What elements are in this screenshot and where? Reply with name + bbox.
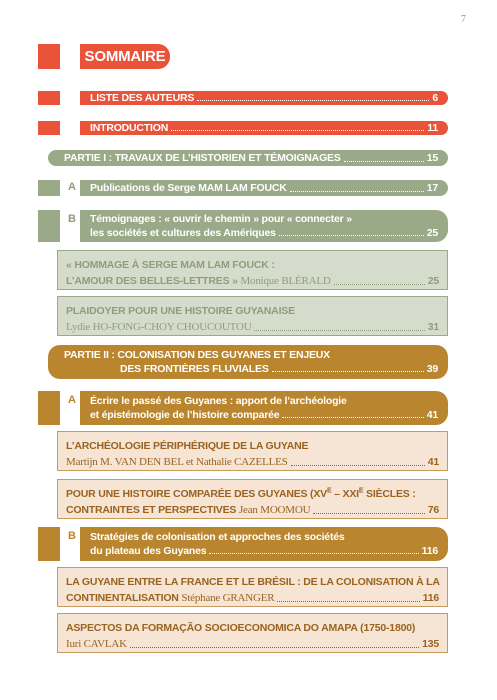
article-title-cont: L’AMOUR DES BELLES-LETTRES »: [66, 275, 238, 287]
toc-page: 135: [422, 638, 439, 650]
title-square: [38, 44, 60, 69]
toc-section-1a[interactable]: [80, 180, 448, 196]
toc-page: 76: [427, 504, 439, 516]
toc-page: 39: [426, 363, 438, 375]
toc-page: 25: [426, 227, 438, 239]
article-author: Jean MOOMOU: [238, 504, 311, 516]
article-author: Lydie HO-FONG-CHOY CHOUCOUTOU: [66, 321, 252, 333]
leader-dots: [197, 100, 429, 101]
leader-dots: [334, 284, 425, 285]
toc-page: 17: [426, 182, 438, 194]
page-number: 7: [461, 14, 466, 25]
toc-page: 41: [427, 456, 439, 468]
leader-dots: [254, 330, 424, 331]
toc-label: LISTE DES AUTEURS: [90, 92, 195, 104]
article-title-cont: CONTRAINTES ET PERSPECTIVES: [66, 504, 237, 516]
toc-page: 41: [426, 409, 438, 421]
article-author: Iuri CAVLAK: [66, 638, 127, 650]
toc-page: 11: [427, 122, 438, 134]
section-letter: B: [68, 213, 76, 225]
section-letter: A: [68, 181, 76, 193]
toc-page: 31: [427, 321, 439, 333]
toc-article-hommage[interactable]: [57, 250, 448, 290]
section-letter-box: [38, 391, 60, 425]
toc-page: 15: [426, 152, 438, 164]
intro-square: [38, 121, 60, 135]
article-author: Stéphane GRANGER: [181, 592, 275, 604]
article-title-cont: CONTINENTALISATION: [66, 592, 179, 604]
toc-article-bresil[interactable]: [57, 567, 448, 607]
toc-entry-auteurs[interactable]: [80, 91, 448, 105]
leader-dots: [171, 130, 424, 131]
section-letter: B: [68, 530, 76, 542]
leader-dots: [313, 513, 424, 514]
leader-dots: [290, 191, 424, 192]
article-author: Martijn M. VAN DEN BEL et Nathalie CAZELLES: [66, 456, 288, 468]
toc-label-line2: DES FRONTIÈRES FLUVIALES: [120, 363, 269, 375]
section-letter-box: [38, 210, 60, 242]
toc-page: 6: [432, 92, 438, 104]
auteurs-square: [38, 91, 60, 105]
leader-dots: [272, 371, 424, 372]
article-title: PLAIDOYER POUR UNE HISTOIRE GUYANAISE: [66, 305, 295, 317]
toc-section-2b[interactable]: [80, 527, 448, 561]
leader-dots: [279, 235, 424, 236]
toc-part-2[interactable]: [48, 345, 448, 379]
leader-dots: [209, 553, 418, 554]
leader-dots: [282, 417, 423, 418]
section-letter-box: [38, 180, 60, 196]
toc-label: Publications de Serge MAM LAM FOUCK: [90, 182, 287, 194]
toc-part-1[interactable]: [48, 150, 448, 166]
article-title: ASPECTOS DA FORMAÇÃO SOCIOECONOMICA DO AMAPA (1750-1800): [66, 622, 416, 634]
toc-label-line2: les sociétés et cultures des Amériques: [90, 227, 276, 239]
toc-label-line1: Témoignages : « ouvrir le chemin » pour « connecter »: [90, 213, 352, 225]
toc-label-line1: Écrire le passé des Guyanes : apport de l’archéologie: [90, 395, 347, 407]
leader-dots: [130, 647, 419, 648]
toc-article-archeologie[interactable]: [57, 431, 448, 471]
article-title: « HOMMAGE À SERGE MAM LAM FOUCK :: [66, 259, 275, 271]
section-letter: A: [68, 394, 76, 406]
toc-entry-introduction[interactable]: [80, 121, 448, 135]
toc-page: 25: [427, 275, 439, 287]
section-letter-box: [38, 527, 60, 561]
toc-label: INTRODUCTION: [90, 122, 169, 134]
leader-dots: [344, 161, 424, 162]
article-title: LA GUYANE ENTRE LA FRANCE ET LE BRÉSIL : DE LA COLONISATION À LA: [66, 576, 440, 588]
toc-page: 116: [422, 592, 439, 604]
toc-label-line1: Stratégies de colonisation et approches des sociétés: [90, 531, 345, 543]
leader-dots: [291, 465, 425, 466]
toc-label-line1: PARTIE II : COLONISATION DES GUYANES ET ENJEUX: [64, 349, 330, 361]
toc-article-amapa[interactable]: [57, 613, 448, 653]
toc-page: 116: [421, 545, 438, 557]
toc-article-plaidoyer[interactable]: [57, 296, 448, 336]
toc-label: PARTIE I : TRAVAUX DE L’HISTORIEN ET TÉMOIGNAGES: [64, 152, 341, 164]
article-title: POUR UNE HISTOIRE COMPARÉE DES GUYANES ($XV^E - XXI^E$ SIÈCLES :: [66, 487, 416, 500]
article-author: Monique BLÉRALD: [240, 275, 331, 287]
toc-section-2a[interactable]: [80, 391, 448, 425]
toc-label-line2: du plateau des Guyanes: [90, 545, 207, 557]
toc-article-histoire-comparee[interactable]: [57, 479, 448, 519]
article-title: L’ARCHÉOLOGIE PÉRIPHÉRIQUE DE LA GUYANE: [66, 440, 309, 452]
leader-dots: [277, 601, 419, 602]
toc-section-1b[interactable]: [80, 210, 448, 242]
page-title: SOMMAIRE: [80, 44, 170, 69]
toc-label-line2: et épistémologie de l’histoire comparée: [90, 409, 280, 421]
